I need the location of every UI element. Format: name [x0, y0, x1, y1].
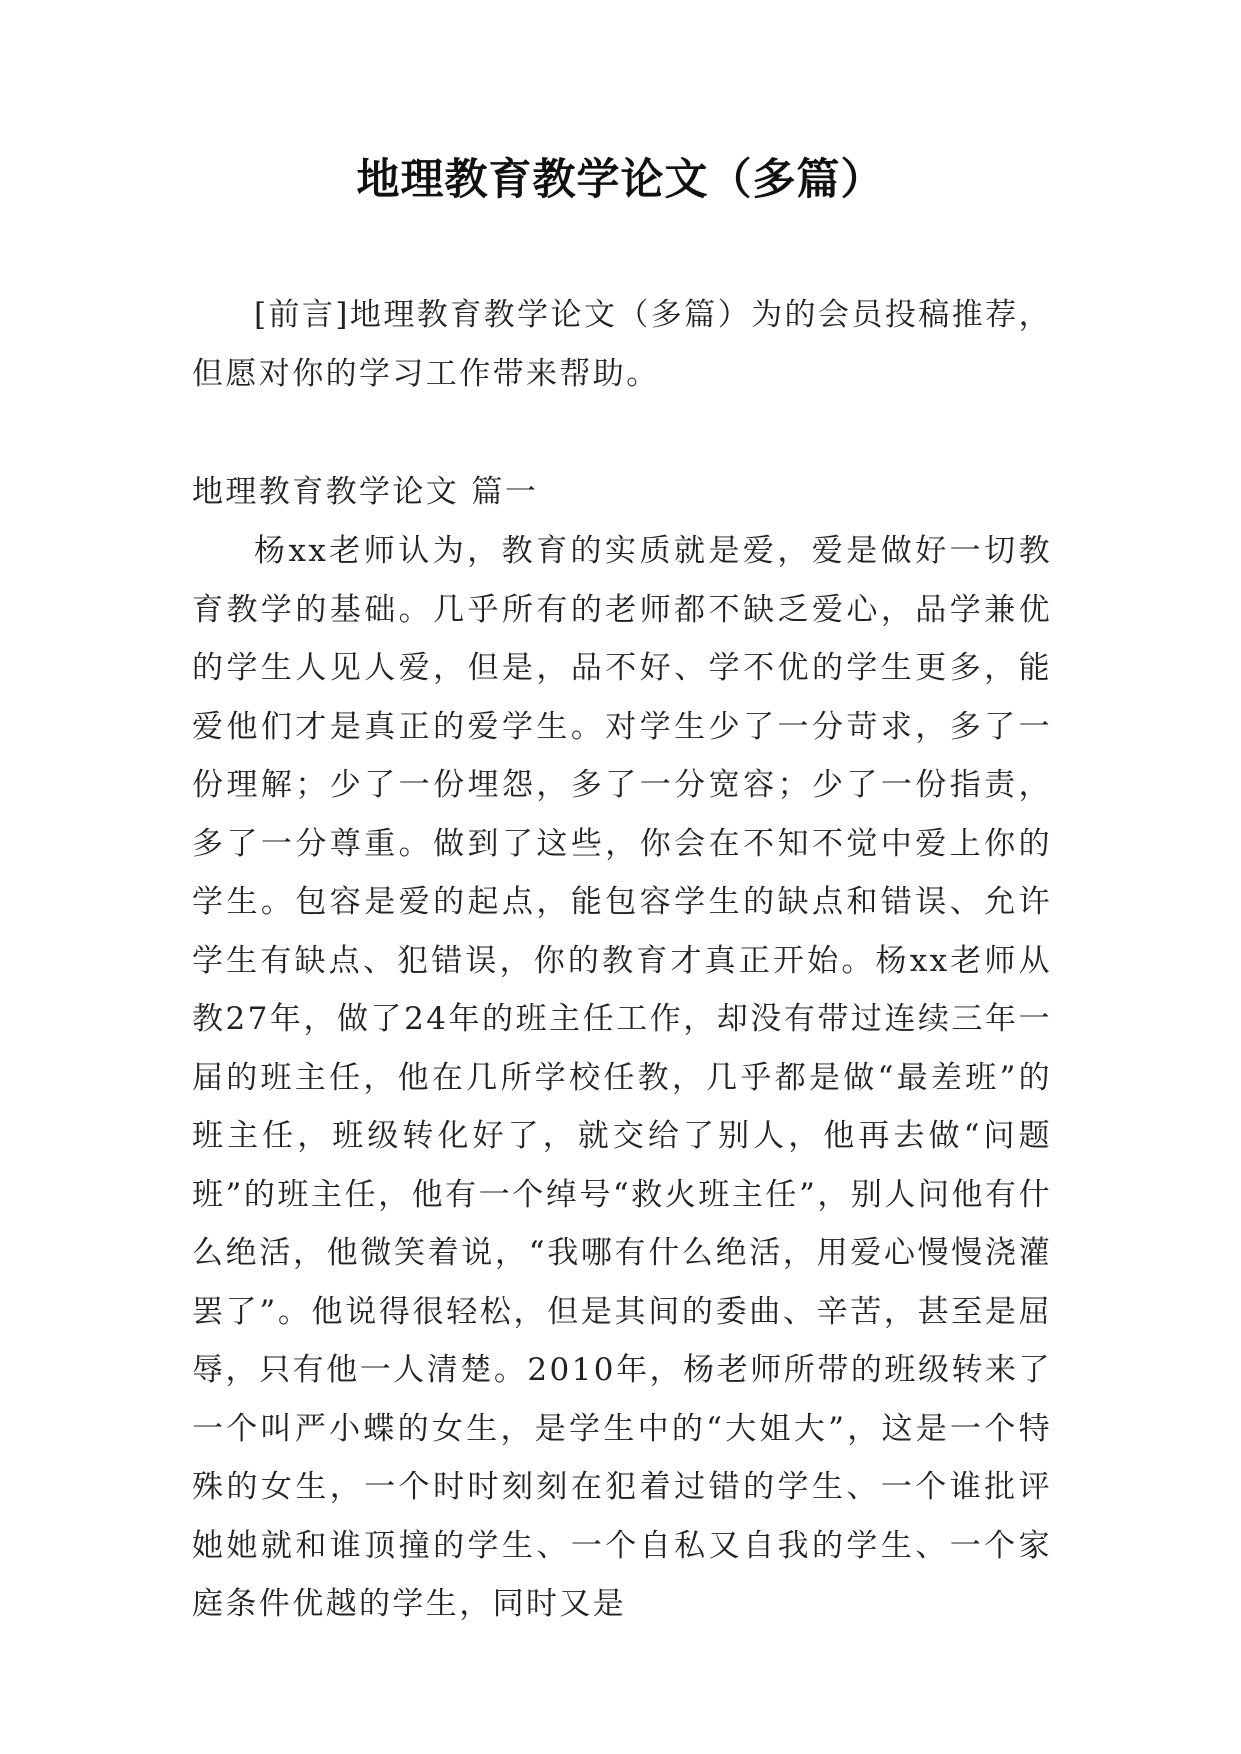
essay-body	[192, 522, 1052, 1634]
preface-paragraph: [前言]地理教育教学论文（多篇）为的会员投稿推荐，但愿对你的学习工作带来帮助。	[192, 297, 1052, 392]
preface-block	[192, 286, 1052, 403]
essay-paragraph: 杨xx老师认为，教育的实质就是爱，爱是做好一切教育教学的基础。几乎所有的老师都不缺乏爱心，品学兼优的学生人见人爱，但是，品不好、学不优的学生更多，能爱他们才是真正的爱学生。对学生少了一分苛求，多了一份理解；少了一份埋怨，多了一分宽容；少了一份指责，多了一分尊重。做到了这些，你会在不知不觉中爱上你的学生。包容是爱的起点，能包容学生的缺点和错误、允许学生有缺点、犯错误，你的教育才真正开始。杨xx老师从教27年，做了24年的班主任工作，却没有带过连续三年一届的班主任，他在几所学校任教，几乎都是做“最差班”的班主任，班级转化好了，就交给了别人，他再去做“问题班”的班主任，他有一个绰号“救火班主任”，别人问他有什么绝活，他微笑着说，“我哪有什么绝活，用爱心慢慢浇灌罢了”。他说得很轻松，但是其间的委曲、辛苦，甚至是屈辱，只有他一人清楚。2010年，杨老师所带的班级转来了一个叫严小蝶的女生，是学生中的“大姐大”，这是一个特殊的女生，一个时时刻刻在犯着过错的学生、一个谁批评她她就和谁顶撞的学生、一个自私又自我的学生、一个家庭条件优越的学生，同时又是	[192, 533, 1052, 1622]
document-title: 地理教育教学论文（多篇）	[356, 155, 885, 205]
section-heading: 地理教育教学论文 篇一	[192, 474, 539, 510]
